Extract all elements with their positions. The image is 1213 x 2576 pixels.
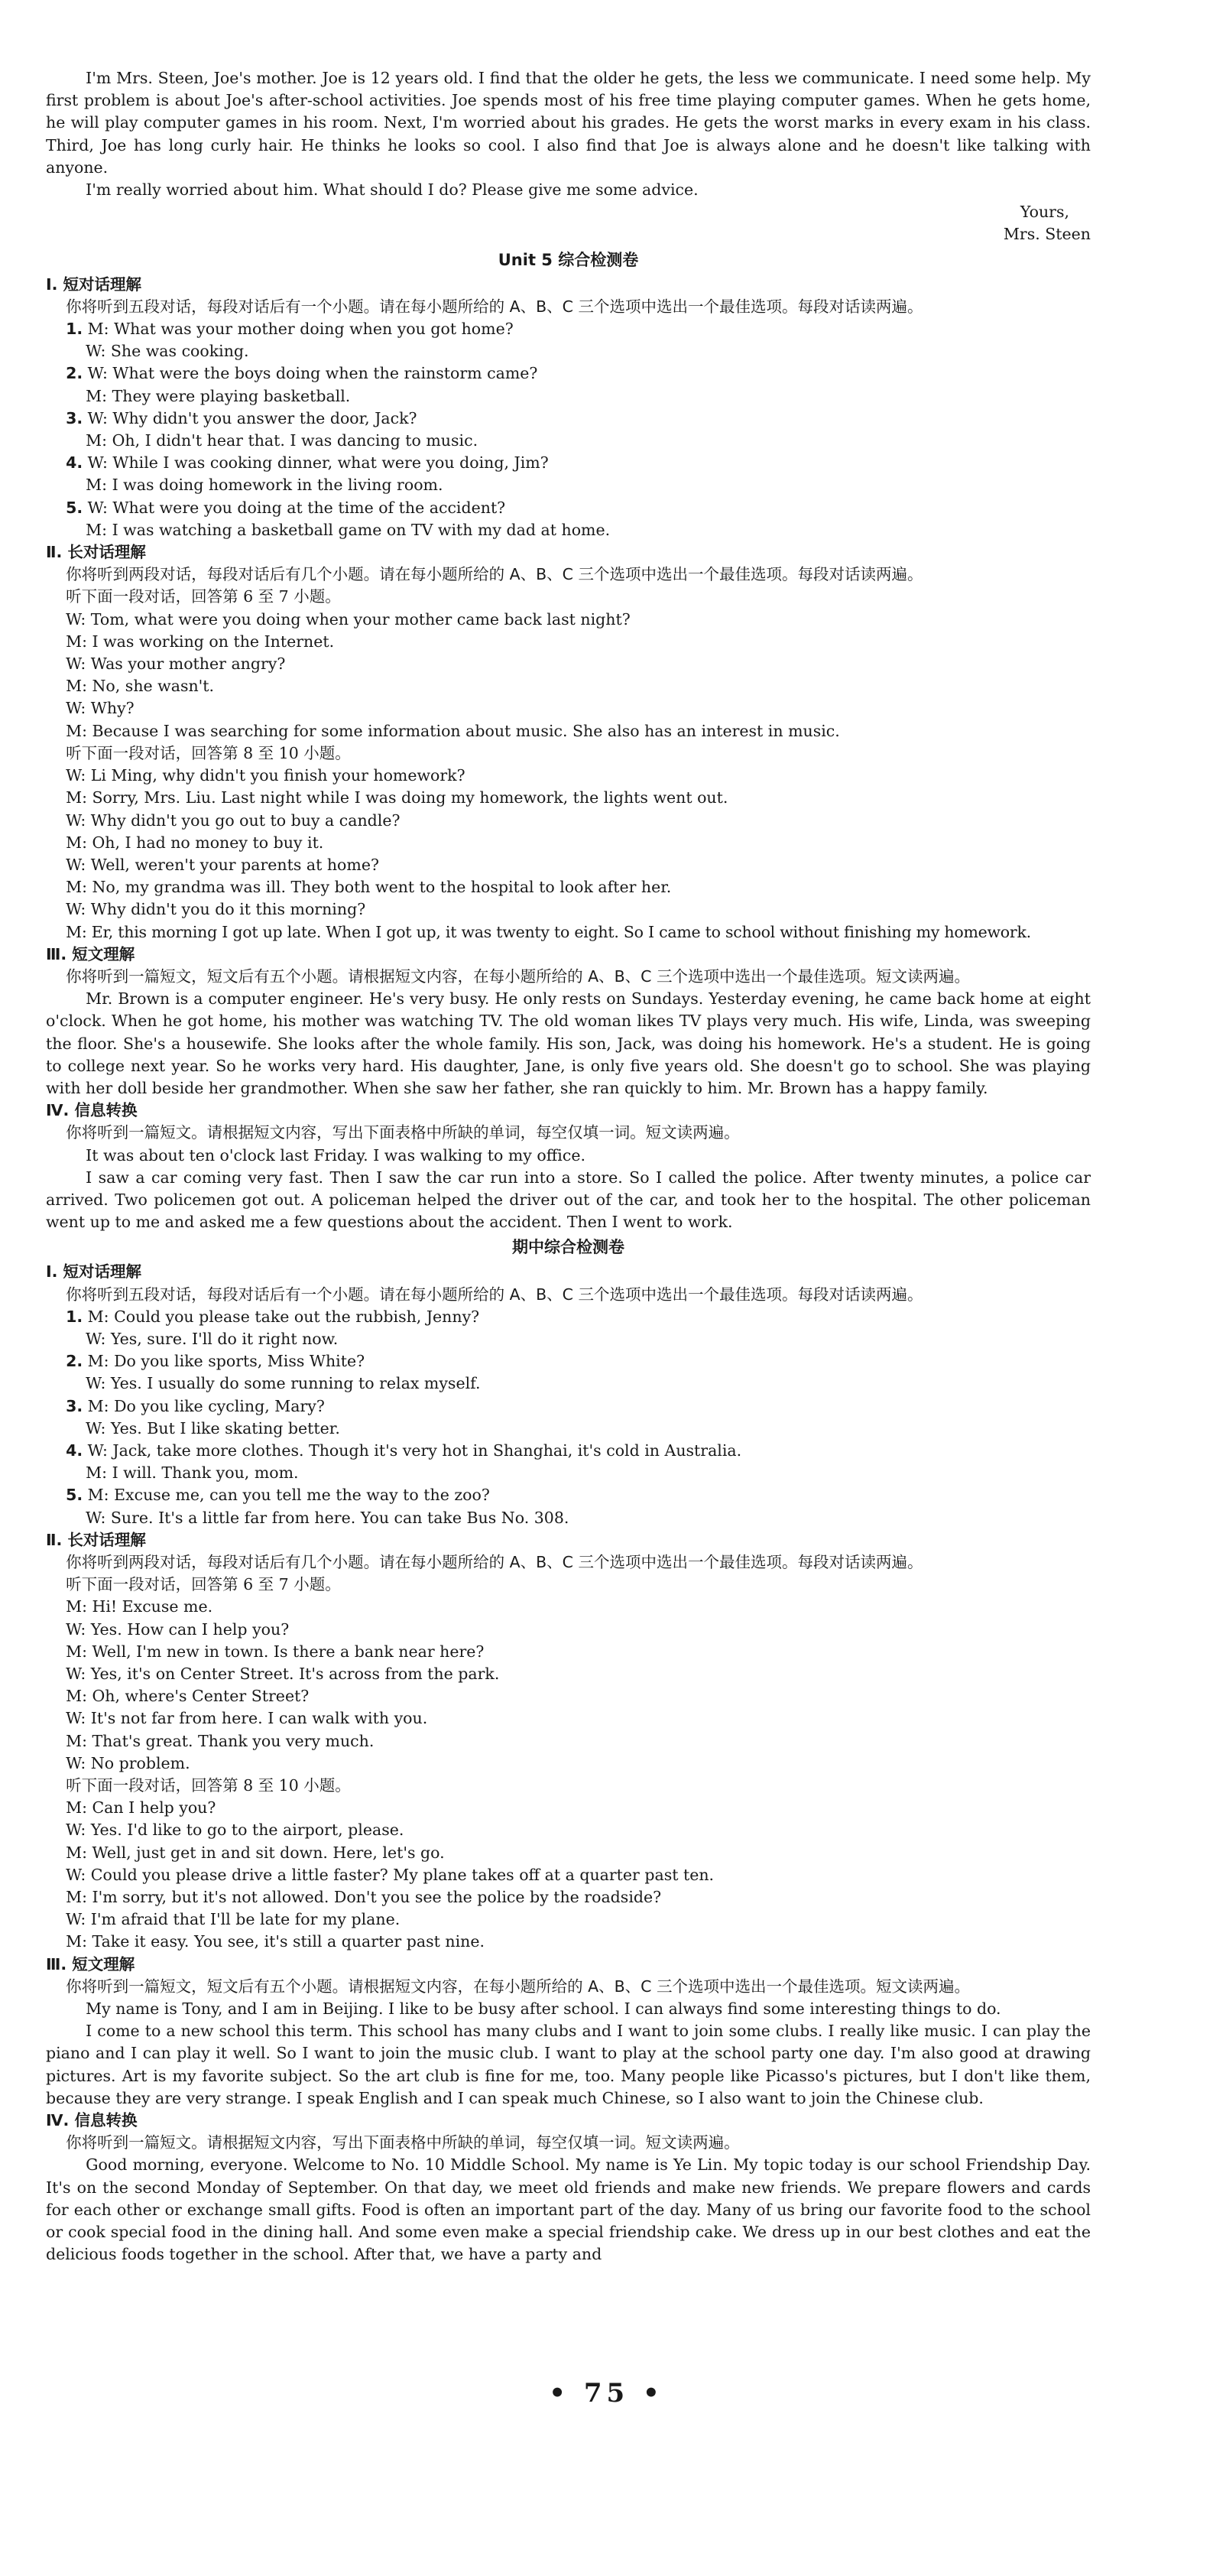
dialogue-line: M: They were playing basketball.	[86, 386, 351, 405]
midterm-s1-instruction: 你将听到五段对话，每段对话后有一个小题。请在每小题所给的 A、B、C 三个选项中选出一个最佳选项。每段对话读两遍。	[66, 1285, 923, 1304]
unit5-title: Unit 5 综合检测卷	[498, 250, 639, 269]
unit5-s2-instruction: 你将听到两段对话，每段对话后有几个小题。请在每小题所给的 A、B、C 三个选项中选出一个最佳选项。每段对话读两遍。	[66, 565, 923, 584]
dialogue-line: M: No, she wasn't.	[66, 677, 215, 696]
unit5-s3-passage: Mr. Brown is a computer engineer. He's very busy. He only rests on Sundays. Yesterday evening, he came back home at eight o'clock. When he got home, his mother was watching TV. The old woman likes TV plays very much. His wife, Linda, was sweeping the floor. She's a housewife. She looks after the whole family. His son, Jack, was doing his homework. He's a student. He is going to college next year. So he works very hard. His daughter, Jane, is only five years old. She doesn't go to school. She was playing with her doll beside her grandmother. When she saw her father, she ran quickly to him. Mr. Brown has a happy family.	[46, 989, 1091, 1097]
dialogue-line: W: No problem.	[66, 1753, 190, 1772]
dialogue-line: M: I was doing homework in the living room.	[86, 476, 443, 495]
midterm-s1-heading: Ⅰ. 短对话理解	[46, 1262, 142, 1282]
dialogue-line: W: Yes, it's on Center Street. It's across from the park.	[66, 1665, 500, 1684]
dialogue-line: 4. W: Jack, take more clothes. Though it's very hot in Shanghai, it's cold in Australia.	[66, 1441, 742, 1460]
unit5-s4-heading: Ⅳ. 信息转换	[46, 1101, 138, 1120]
dialogue-line: W: Yes. I'd like to go to the airport, please.	[66, 1821, 404, 1840]
dialogue-line: M: Well, just get in and sit down. Here, let's go.	[66, 1843, 445, 1862]
item-number: 4.	[66, 453, 83, 473]
dialogue-line: M: Er, this morning I got up late. When I got up, it was twenty to eight. So I came to school without finishing my homework.	[66, 922, 1031, 941]
dialogue-line: 听下面一段对话，回答第 8 至 10 小题。	[66, 1776, 351, 1795]
letter-paragraph-1: I'm Mrs. Steen, Joe's mother. Joe is 12 years old. I find that the older he gets, the less we communicate. I need some help. My first problem is about Joe's after-school activities. Joe spends most of his free time playing computer games. When he gets home, he will play computer games in his room. Next, I'm worried about his grades. He gets the worst marks in every exam in his class. Third, Joe has long curly hair. He thinks he looks so cool. I also find that Joe is always alone and he doesn't like talking with anyone.	[46, 69, 1091, 177]
dialogue-line: 3. M: Do you like cycling, Mary?	[66, 1396, 325, 1415]
dialogue-line: W: Could you please drive a little faster? My plane takes off at a quarter past ten.	[66, 1865, 715, 1884]
midterm-s4-instruction: 你将听到一篇短文。请根据短文内容，写出下面表格中所缺的单词，每空仅填一词。短文读两遍。	[66, 2133, 740, 2152]
dialogue-line: W: Li Ming, why didn't you finish your homework?	[66, 766, 465, 785]
unit5-s1-items	[46, 318, 1091, 541]
midterm-s3-passage-2: I come to a new school this term. This school has many clubs and I want to join some clubs. I really like music. I can play the piano and I can play it well. So I want to join the music club. I want to play at the school party one day. I'm also good at drawing pictures. Art is my favorite subject. So the art club is fine for me, too. Many people like Picasso's pictures, but I don't like them, because they are very strange. I speak English and I can speak much Chinese, so I also want to join the Chinese club.	[46, 2022, 1091, 2107]
unit5-s4-passage-2: I saw a car coming very fast. Then I saw the car run into a store. So I called the police. After twenty minutes, a police car arrived. Two policemen got out. A policeman helped the driver out of the car, and took her to the hospital. The other policeman went up to me and asked me a few questions about the accident. Then I went to work.	[46, 1168, 1091, 1232]
dialogue-line: 2. M: Do you like sports, Miss White?	[66, 1352, 365, 1371]
dialogue-line: 1. M: Could you please take out the rubbish, Jenny?	[66, 1307, 480, 1326]
item-number: 2.	[66, 1352, 83, 1371]
item-number: 5.	[66, 1486, 83, 1505]
dialogue-line: 听下面一段对话，回答第 8 至 10 小题。	[66, 743, 351, 762]
dialogue-line: 3. W: Why didn't you answer the door, Jack?	[66, 408, 417, 427]
dialogue-line: M: Hi! Excuse me.	[66, 1597, 213, 1616]
unit5-s4-passage-1: It was about ten o'clock last Friday. I was walking to my office.	[86, 1145, 585, 1165]
dialogue-line: W: Yes, sure. I'll do it right now.	[86, 1329, 339, 1348]
unit5-s1-instruction: 你将听到五段对话，每段对话后有一个小题。请在每小题所给的 A、B、C 三个选项中选出一个最佳选项。每段对话读两遍。	[66, 297, 923, 316]
dialogue-line: W: Yes. How can I help you?	[66, 1619, 290, 1639]
dialogue-line: 4. W: While I was cooking dinner, what were you doing, Jim?	[66, 453, 549, 473]
dialogue-line: M: Oh, I didn't hear that. I was dancing to music.	[86, 431, 478, 450]
dialogue-line: M: No, my grandma was ill. They both went to the hospital to look after her.	[66, 878, 672, 897]
dialogue-line: W: It's not far from here. I can walk with you.	[66, 1709, 428, 1728]
item-number: 5.	[66, 498, 83, 517]
dialogue-line: M: I was working on the Internet.	[66, 632, 335, 651]
letter-closing: Yours,	[1020, 203, 1069, 222]
midterm-s2-instruction: 你将听到两段对话，每段对话后有几个小题。请在每小题所给的 A、B、C 三个选项中选出一个最佳选项。每段对话读两遍。	[66, 1553, 923, 1571]
midterm-s2-heading: Ⅱ. 长对话理解	[46, 1530, 146, 1549]
letter	[46, 67, 1091, 246]
midterm-s4-passage: Good morning, everyone. Welcome to No. 10 Middle School. My name is Ye Lin. My topic today is our school Friendship Day. It's on the second Monday of September. On that day, we meet old friends and make new friends. We prepare flowers and cards for each other or exchange small gifts. Food is often an important part of the day. Many of us bring our favorite food to the school or cook special food in the dining hall. And some even make a special friendship cake. We dress up in our best clothes and eat the delicious foods together in the school. After that, we have a party and	[46, 2155, 1091, 2264]
unit5-s2-lines	[46, 586, 1091, 943]
dialogue-line: M: Oh, where's Center Street?	[66, 1687, 310, 1706]
dialogue-line: 2. W: What were the boys doing when the rainstorm came?	[66, 364, 538, 383]
dialogue-line: W: Sure. It's a little far from here. You can take Bus No. 308.	[86, 1508, 569, 1527]
dialogue-line: 听下面一段对话，回答第 6 至 7 小题。	[66, 587, 341, 606]
dialogue-line: M: Well, I'm new in town. Is there a bank near here?	[66, 1642, 485, 1661]
page-number: • 75 •	[549, 2378, 664, 2409]
midterm-s3-heading: Ⅲ. 短文理解	[46, 1954, 135, 1973]
dialogue-line: M: I will. Thank you, mom.	[86, 1463, 299, 1483]
unit5-test	[46, 248, 1091, 1234]
unit5-s4-instruction: 你将听到一篇短文。请根据短文内容，写出下面表格中所缺的单词，每空仅填一词。短文读两遍。	[66, 1123, 740, 1142]
dialogue-line: W: Yes. I usually do some running to relax myself.	[86, 1374, 481, 1393]
dialogue-line: W: Why didn't you do it this morning?	[66, 900, 366, 919]
dialogue-line: M: Oh, I had no money to buy it.	[66, 833, 324, 852]
dialogue-line: W: Yes. But I like skating better.	[86, 1418, 340, 1437]
dialogue-line: W: Well, weren't your parents at home?	[66, 855, 379, 874]
dialogue-line: W: Tom, what were you doing when your mother came back last night?	[66, 609, 631, 629]
dialogue-line: M: That's great. Thank you very much.	[66, 1731, 375, 1750]
dialogue-line: 1. M: What was your mother doing when you got home?	[66, 320, 514, 339]
item-number: 4.	[66, 1441, 83, 1460]
midterm-s1-items	[46, 1306, 1091, 1529]
item-number: 2.	[66, 364, 83, 383]
dialogue-line: W: Why didn't you go out to buy a candle?	[66, 810, 401, 830]
dialogue-line: 5. M: Excuse me, can you tell me the way to the zoo?	[66, 1486, 490, 1505]
midterm-test	[46, 1235, 1091, 2266]
dialogue-line: W: Why?	[66, 699, 135, 718]
midterm-s3-instruction: 你将听到一篇短文，短文后有五个小题。请根据短文内容，在每小题所给的 A、B、C 三个选项中选出一个最佳选项。短文读两遍。	[66, 1977, 971, 1996]
letter-paragraph-2: I'm really worried about him. What should I do? Please give me some advice.	[86, 180, 699, 200]
midterm-s4-heading: Ⅳ. 信息转换	[46, 2111, 138, 2130]
dialogue-line: 听下面一段对话，回答第 6 至 7 小题。	[66, 1575, 341, 1594]
dialogue-line: M: I'm sorry, but it's not allowed. Don't you see the police by the roadside?	[66, 1888, 662, 1907]
item-number: 3.	[66, 408, 83, 427]
dialogue-line: W: Was your mother angry?	[66, 655, 286, 674]
unit5-s1-heading: Ⅰ. 短对话理解	[46, 274, 142, 294]
dialogue-line: M: I was watching a basketball game on TV with my dad at home.	[86, 520, 611, 539]
item-number: 1.	[66, 320, 83, 339]
unit5-s2-heading: Ⅱ. 长对话理解	[46, 543, 146, 562]
dialogue-line: W: I'm afraid that I'll be late for my plane.	[66, 1910, 401, 1929]
dialogue-line: W: She was cooking.	[86, 342, 249, 361]
dialogue-line: M: Sorry, Mrs. Liu. Last night while I was doing my homework, the lights went out.	[66, 788, 728, 807]
dialogue-line: M: Because I was searching for some information about music. She also has an interest in music.	[66, 721, 840, 740]
unit5-s3-instruction: 你将听到一篇短文，短文后有五个小题。请根据短文内容，在每小题所给的 A、B、C 三个选项中选出一个最佳选项。短文读两遍。	[66, 966, 971, 986]
midterm-s3-passage-1: My name is Tony, and I am in Beijing. I like to be busy after school. I can always find some interesting things to do.	[86, 1999, 1001, 2019]
item-number: 3.	[66, 1396, 83, 1415]
dialogue-line: M: Take it easy. You see, it's still a quarter past nine.	[66, 1932, 485, 1951]
dialogue-line: M: Can I help you?	[66, 1798, 216, 1817]
unit5-s3-heading: Ⅲ. 短文理解	[46, 944, 135, 963]
dialogue-line: 5. W: What were you doing at the time of the accident?	[66, 498, 506, 517]
midterm-s2-lines	[46, 1574, 1091, 1953]
letter-signature: Mrs. Steen	[1003, 225, 1091, 244]
midterm-title: 期中综合检测卷	[512, 1238, 624, 1257]
item-number: 1.	[66, 1307, 83, 1326]
